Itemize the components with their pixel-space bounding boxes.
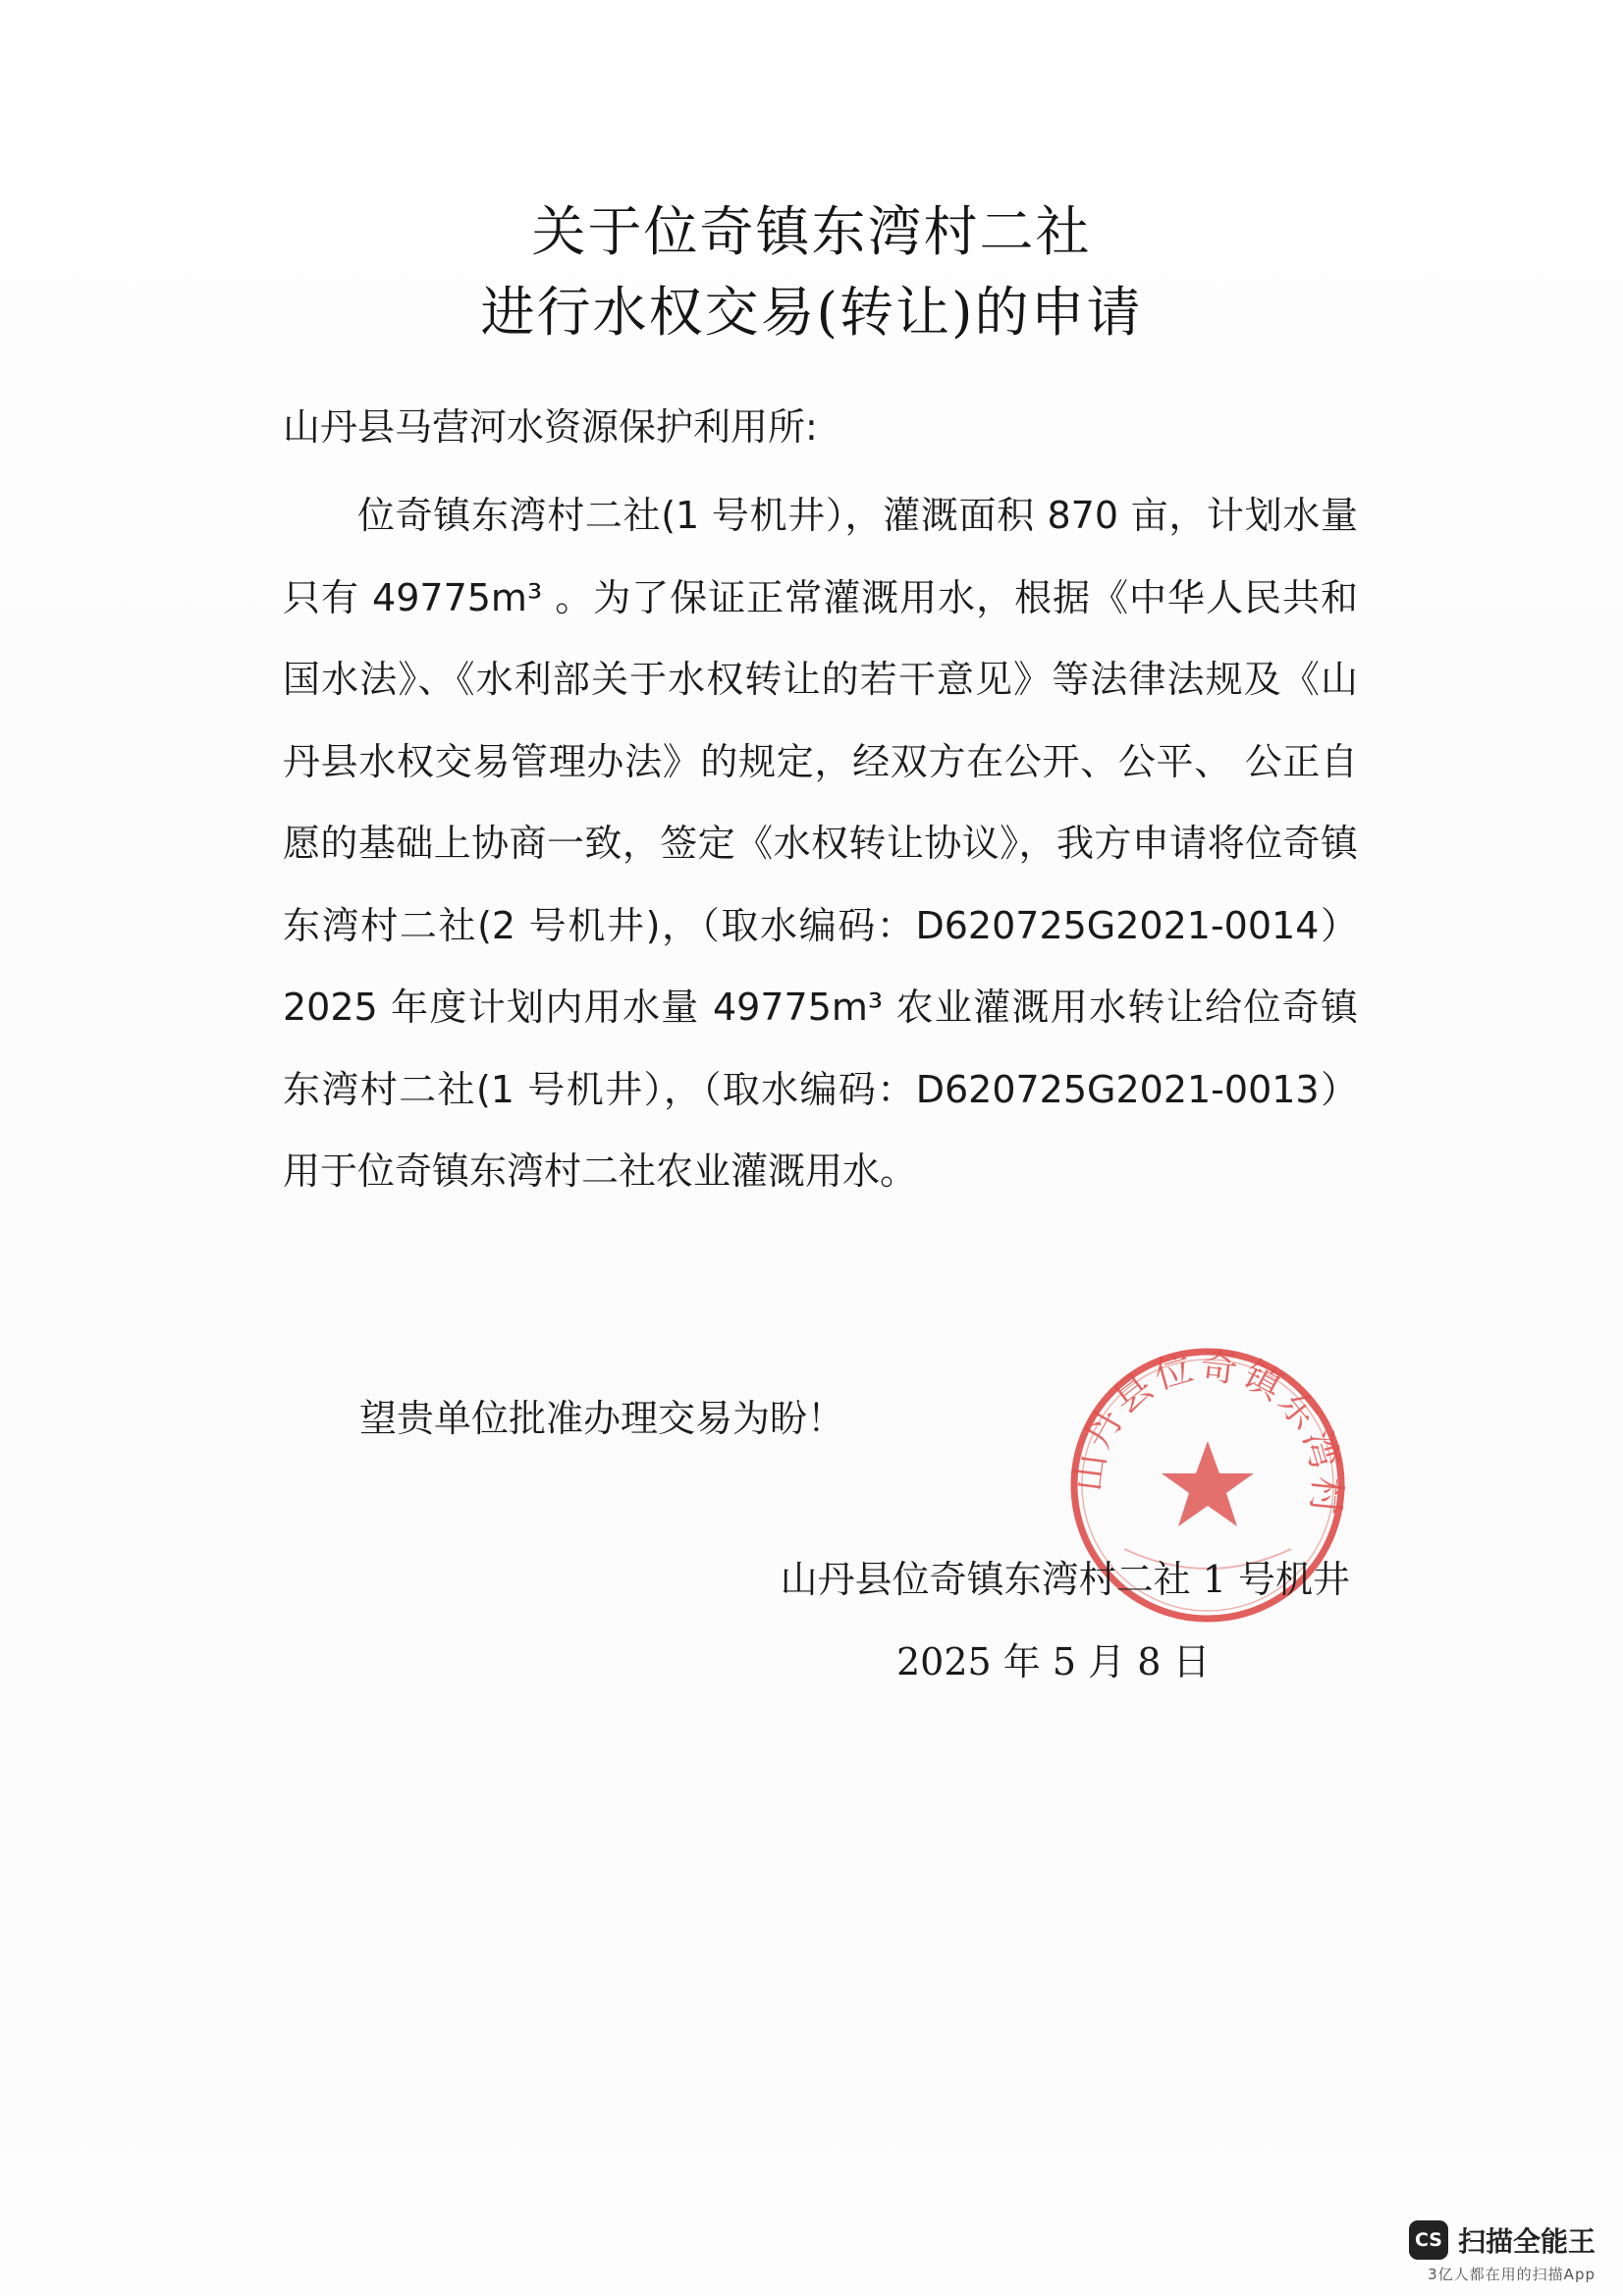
signature-date: 2025 年 5 月 8 日 [896,1640,1211,1683]
svg-text:山丹县位奇镇东湾村: 山丹县位奇镇东湾村 [1065,1343,1350,1521]
closing-line: 望贵单位批准办理交易为盼！ [359,1397,845,1440]
scanner-watermark [1409,2220,1596,2260]
camscanner-logo-icon: CS [1409,2220,1448,2260]
body-text [283,475,1358,1213]
watermark-brand: 扫描全能王 [1457,2225,1596,2258]
seal-star-icon [1162,1441,1254,1526]
document-title-line2: 进行水权交易(转让)的申请 [480,281,1143,344]
addressee: 山丹县马营河水资源保护利用所: [283,405,818,449]
body-paragraph: 位奇镇东湾村二社(1 号机井），灌溉面积 870 亩，计划水量只有 49775m³ 。为了保证正常灌溉用水，根据《中华人民共和国水法》、《水利部关于水权转让的若干意见》等法律法规及《山丹县水权交易管理办法》的规定，经双方在公开、公平、 公正自愿的基础上协商一致，签定《水权转让协议》，我方申请将位奇镇东湾村二社(2 号机井)，（取水编码：D620725G2021-0014）2025 年度计划内用水量 49775m³ 农业灌溉用水转让给位奇镇东湾村二社(1 号机井），（取水编码：D620725G2021-0013）用于位奇镇东湾村二社农业灌溉用水。 [283,494,1358,1193]
document-title-line1: 关于位奇镇东湾村二社 [531,200,1092,263]
signature-org: 山丹县位奇镇东湾村二社 1 号机井 [780,1558,1350,1601]
watermark-tagline: 3亿人都在用的扫描App [1428,2266,1596,2283]
